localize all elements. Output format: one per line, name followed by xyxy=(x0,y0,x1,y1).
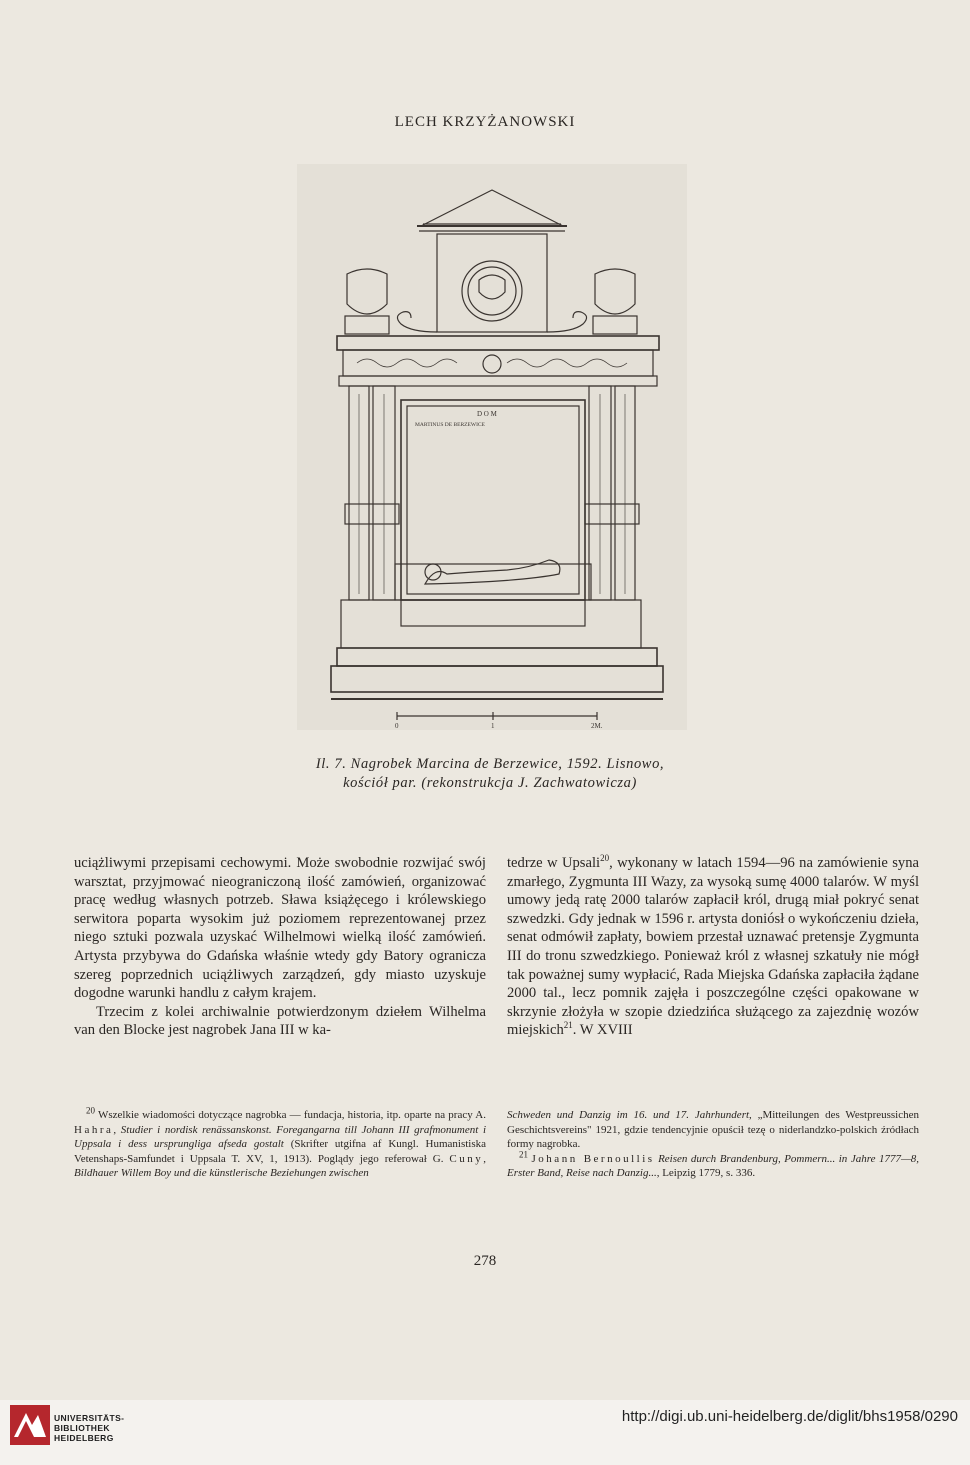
footnote-ref-21: 21 xyxy=(563,1020,573,1031)
sarcophagus xyxy=(401,600,585,626)
tomb-monument-illustration xyxy=(297,164,687,730)
footnotes-left xyxy=(74,1105,487,1181)
right-volute xyxy=(547,312,587,332)
body-column-right xyxy=(507,854,919,1040)
library-logo-icon[interactable] xyxy=(10,1405,50,1445)
footnotes-right xyxy=(507,1108,919,1181)
figure-caption xyxy=(240,755,740,793)
inscription-niche xyxy=(401,400,585,600)
source-url-link[interactable]: http://digi.ub.uni-heidelberg.de/diglit/bhs1958/0290 xyxy=(621,1408,958,1425)
left-heraldic-shield xyxy=(347,269,387,314)
inscription-dom: D O M xyxy=(477,410,497,418)
caption-line-1: Il. 7. Nagrobek Marcina de Berzewice, 1592. Lisnowo, xyxy=(315,756,665,772)
pediment xyxy=(421,190,563,226)
right-heraldic-shield xyxy=(595,269,635,314)
footnote-20-continued: Schweden und Danzig im 16. und 17. Jahrhundert, „Mitteilungen des Westpreussichen Geschichtsvereins" 1921, gdzie tendencyjnie opuścił tezę o niderlandzko-polskich źródłach formy nagrobka. xyxy=(507,1109,919,1151)
footnote-20: $^{20}$ Wszelkie wiadomości dotyczące nagrobka — fundacja, historia, itp. oparte na pracy A. Hahra, Studier i nordisk renässanskonst. Foregangarna till Johann III grafmonument i Uppsala i dess ursprungliga afseda gostalt (Skrifter utgifna af Kungl. Humanistiska Vetenshaps-Samfundet i Uppsala T. XV, 1, 1913). Poglądy jego referował G. Cuny, Bildhauer Willem Boy und die künstlerische Beziehungen zwischen xyxy=(74,1105,487,1180)
body-paragraph: tedrze w Upsali$^{20}$, wykonany w latach 1594—96 na zamówienie syna zmarłego, Zygmunta III Wazy, za wysoką sumę 4000 talarów. W myśl umowy jedą ratę 2000 talarów zapłacił król, drugą miał pokryć senat szwedzki. Gdy jednak w 1596 r. artysta doniósł o wykończeniu dzieła, senat odmówił zapłaty, bowiem przestał uznawać pretensje Zygmunta III do tronu szwedzkiego. Ponieważ król z własnej szkatuły nie mógł tak poważnej sumy wypłacić, Rada Miejska Gdańska zapłaciła żądane 2000 tal., lecz pomnik zajęła i poszczególne części opakowane w skrzynie złożyła w szopie dziedzińca służącego za zajezdnię wozów miejskich$^{21}$. W XVIII xyxy=(507,853,919,1039)
body-paragraph: Trzecim z kolei archiwalnie potwierdzonym dziełem Wilhelma van den Blocke jest nagrobek Jana III w ka- xyxy=(74,1003,486,1039)
coat-of-arms-roundel xyxy=(462,261,522,321)
scale-label-1: 1 xyxy=(491,722,495,730)
page-number: 278 xyxy=(473,1253,497,1269)
body-column-left xyxy=(74,854,486,1040)
scale-label-0: 0 xyxy=(395,722,399,730)
inscription-name: MARTINUS DE BERZEWICE xyxy=(415,422,485,428)
running-head: LECH KRZYŻANOWSKI xyxy=(394,114,576,130)
scale-label-2m: 2M. xyxy=(591,722,603,730)
figure-tomb-drawing xyxy=(297,164,687,730)
body-paragraph: uciążliwymi przepisami cechowymi. Może swobodnie rozwijać swój warsztat, przyjmować nieograniczoną ilość zamówień, organizować pracę według własnych potrzeb. Sława książęcego i królewskiego serwitora poparta wysokim już poziomem reprezentowanej przez niego sztuki pozwala uzyskać Wilhelmowi wielką ilość zamówień. Artysta przybywa do Gdańska właśnie wtedy gdy Batory ogranicza szereg poprzednich uciążliwych zarządzeń, gdy miasto uzyskuje dogodne warunki handlu z całym krajem. xyxy=(74,855,486,1002)
footnote-ref-20: 20 xyxy=(600,853,610,864)
caption-line-2: kościół par. (rekonstrukcja J. Zachwatowicza) xyxy=(343,775,637,791)
attic-panel xyxy=(437,234,547,332)
left-volute xyxy=(397,312,437,332)
footnote-21: $^{21}$ Johann Bernoullis Reisen durch Brandenburg, Pommern... in Jahre 1777—8, Erster Band, Reise nach Danzig..., Leipzig 1779, s. 336. xyxy=(507,1149,920,1180)
library-name[interactable]: UNIVERSITÄTS- BIBLIOTHEK HEIDELBERG xyxy=(54,1413,125,1443)
